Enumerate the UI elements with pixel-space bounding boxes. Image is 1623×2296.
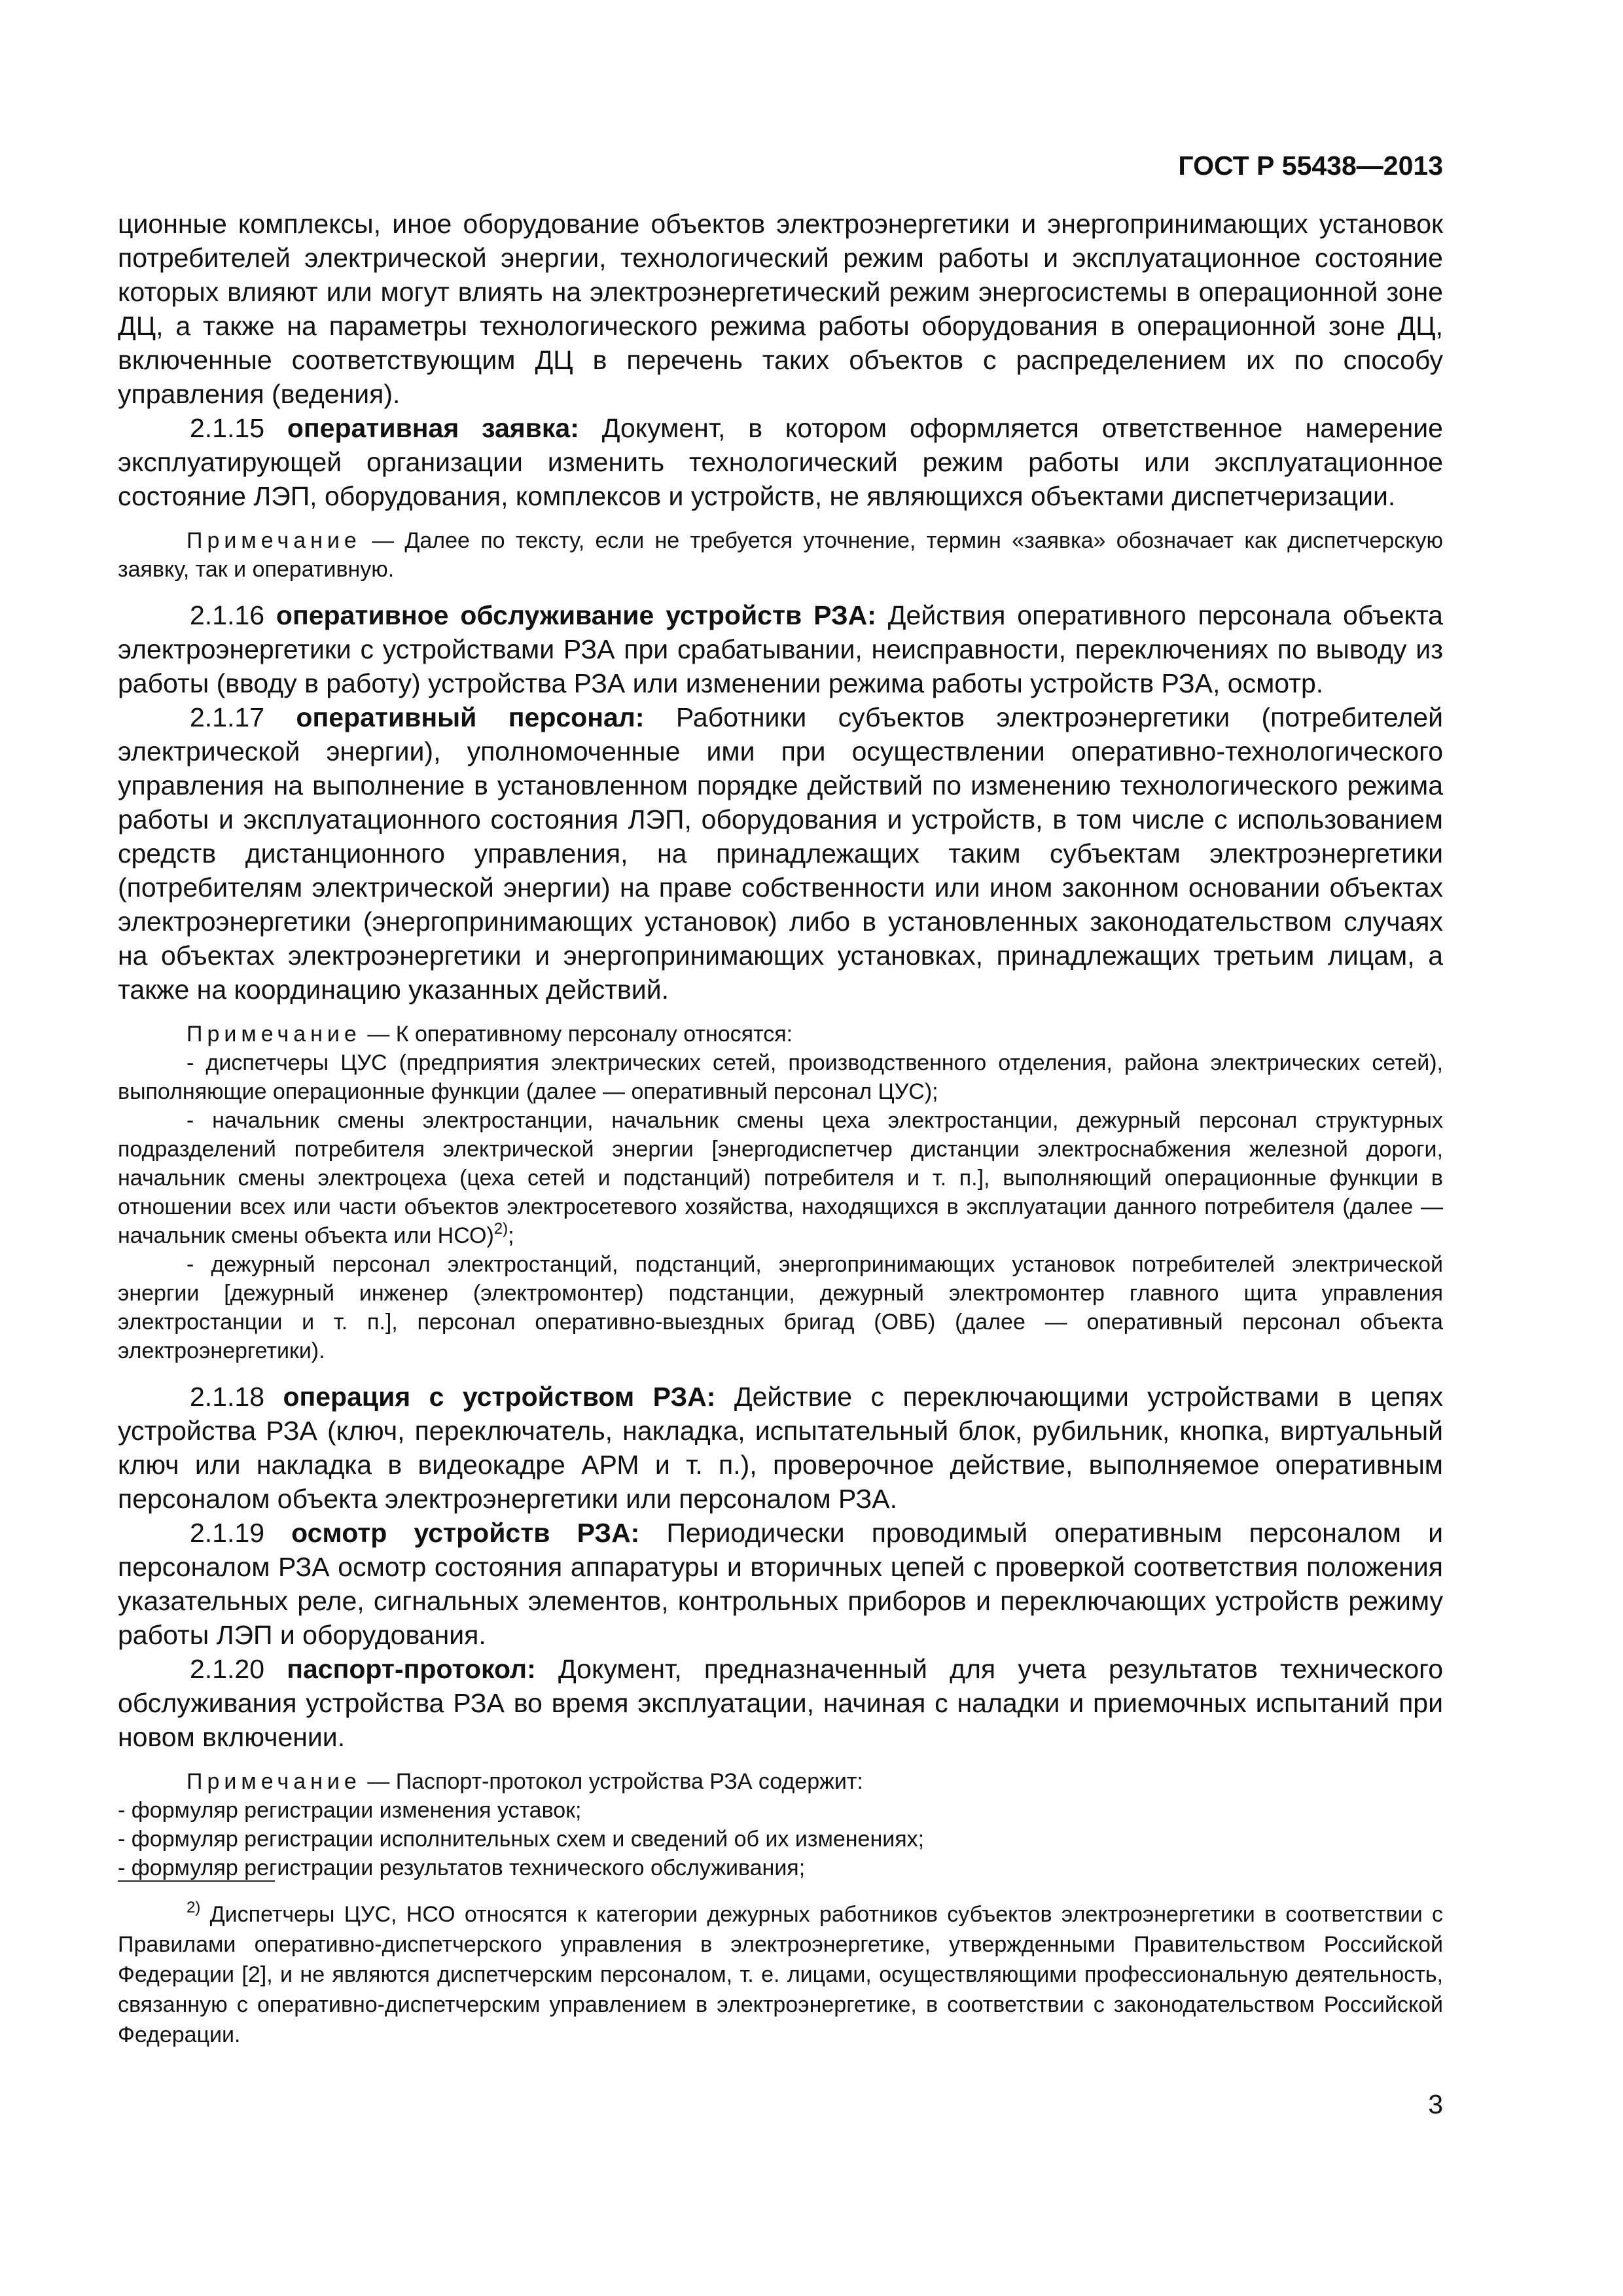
term-name: оперативный персонал:	[296, 702, 645, 732]
note-2-1-20	[118, 1767, 1443, 1882]
term-2-1-15	[118, 411, 1443, 513]
term-2-1-18	[118, 1380, 1443, 1516]
term-number: 2.1.15	[190, 413, 264, 443]
term-number: 2.1.18	[190, 1382, 264, 1412]
note-label: Примечание	[187, 1022, 361, 1047]
term-definition: Документ, предназначенный для учета результатов технического обслуживания устройства РЗА во время эксплуатации, начиная с наладки и приемочных испытаний при новом включении.	[118, 1654, 1443, 1752]
term-2-1-16	[118, 598, 1443, 700]
note-lead: — К оперативному персоналу относятся:	[361, 1022, 793, 1047]
term-number: 2.1.20	[190, 1654, 264, 1684]
note-lead: — Паспорт-протокол устройства РЗА содержит:	[361, 1769, 863, 1794]
term-number: 2.1.19	[190, 1518, 264, 1548]
term-name: оперативное обслуживание устройств РЗА:	[276, 600, 876, 630]
standard-header: ГОСТ Р 55438—2013	[1178, 151, 1443, 181]
footnote-2	[118, 1899, 1443, 2050]
footnotes	[118, 1899, 1443, 2050]
term-definition: Периодически проводимый оперативным персоналом и персоналом РЗА осмотр состояния аппаратуры и вторичных цепей с проверкой соответствия положения указательных реле, сигнальных элементов, контрольных приборов и переключающих устройств режиму работы ЛЭП и оборудования.	[118, 1518, 1443, 1650]
page-number: 3	[1428, 2089, 1443, 2119]
note-2-1-17	[118, 1020, 1443, 1365]
term-definition: Документ, в котором оформляется ответственное намерение эксплуатирующей организации изменить технологический режим работы или эксплуатационное состояние ЛЭП, оборудования, комплексов и устройств, не являющихся объектами диспетчеризации.	[118, 413, 1443, 511]
note-list-item: - начальник смены электростанции, начальник смены цеха электростанции, дежурный персонал структурных подразделений потребителя электрической энергии [энергодиспетчер дистанции электроснабжения железной дороги, начальник смены электроцеха (цеха сетей и подстанций) потребителя и т. п.], выполняющий операционные функции в отношении всех или части объектов электросетевого хозяйства, находящихся в эксплуатации данного потребителя (далее — начальник смены объекта или НСО)$^{2)}$;	[118, 1108, 1443, 1248]
term-name: осмотр устройств РЗА:	[291, 1518, 640, 1548]
note-text: — Далее по тексту, если не требуется уточнение, термин «заявка» обозначает как диспетчерскую заявку, так и оперативную.	[118, 528, 1443, 582]
term-2-1-19	[118, 1516, 1443, 1652]
main-text	[118, 207, 1443, 1897]
footnote-divider	[118, 1880, 275, 1882]
note-list-item: - формуляр регистрации исполнительных схем и сведений об их изменениях;	[118, 1827, 925, 1852]
footnote-mark: 2)	[187, 1899, 201, 1916]
footnote-text: Диспетчеры ЦУС, НСО относятся к категории дежурных работников субъектов электроэнергетики в соответствии с Правилами оперативно-диспетчерского управления в электроэнергетике, утвержденными Правительством Российской Федерации [2], и не являются диспетчерским персоналом, т. е. лицами, осуществляющими профессиональную деятельность, связанную с оперативно-диспетчерским управлением в электроэнергетике, в соответствии с законодательством Российской Федерации.	[118, 1902, 1443, 2047]
term-number: 2.1.16	[190, 600, 264, 630]
footnote-ref: 2)	[493, 1220, 508, 1238]
term-name: оперативная заявка:	[287, 413, 579, 443]
note-list-item: - дежурный персонал электростанций, подстанций, энергопринимающих установок потребителей электрической энергии [дежурный инженер (электромонтер) подстанции, дежурный электромонтер главного щита управления электростанции и т. п.], персонал оперативно-выездных бригад (ОВБ) (далее — оперативный персонал объекта электроэнергетики).	[118, 1252, 1443, 1363]
term-name: операция с устройством РЗА:	[283, 1382, 716, 1412]
note-2-1-15	[118, 526, 1443, 584]
note-list-item: - формуляр регистрации результатов технического обслуживания;	[118, 1856, 806, 1880]
term-2-1-20	[118, 1652, 1443, 1754]
note-list-item: - диспетчеры ЦУС (предприятия электрических сетей, производственного отделения, района электрических сетей), выполняющие операционные функции (далее — оперативный персонал ЦУС);	[118, 1050, 1443, 1104]
note-label: Примечание	[187, 528, 361, 553]
term-name: паспорт-протокол:	[287, 1654, 536, 1684]
term-definition: Действие с переключающими устройствами в цепях устройства РЗА (ключ, переключатель, накладка, испытательный блок, рубильник, кнопка, виртуальный ключ или накладка в видеокадре АРМ и т. п.), проверочное действие, выполняемое оперативным персоналом объекта электроэнергетики или персоналом РЗА.	[118, 1382, 1443, 1514]
term-2-1-17	[118, 700, 1443, 1007]
term-definition: Работники субъектов электроэнергетики (потребителей электрической энергии), уполномоченные ими при осуществлении оперативно-технологического управления на выполнение в установленном порядке действий по изменению технологического режима работы и эксплуатационного состояния ЛЭП, оборудования и устройств, в том числе с использованием средств дистанционного управления, на принадлежащих таким субъектам электроэнергетики (потребителям электрической энергии) на праве собственности или ином законном основании объектах электроэнергетики (энергопринимающих установок) либо в установленных законодательством случаях на объектах электроэнергетики и энергопринимающих установках, принадлежащих третьим лицам, а также на координацию указанных действий.	[118, 702, 1443, 1005]
term-number: 2.1.17	[190, 702, 264, 732]
term-definition: Действия оперативного персонала объекта электроэнергетики с устройствами РЗА при срабатывании, неисправности, переключениях по выводу из работы (вводу в работу) устройства РЗА или изменении режима работы устройств РЗА, осмотр.	[118, 600, 1443, 698]
paragraph-continuation: ционные комплексы, иное оборудование объектов электроэнергетики и энергопринимающих установок потребителей электрической энергии, технологический режим работы и эксплуатационное состояние которых влияют или могут влиять на электроэнергетический режим энергосистемы в операционной зоне ДЦ, а также на параметры технологического режима работы оборудования в операционной зоне ДЦ, включенные соответствующим ДЦ в перечень таких объектов с распределением их по способу управления (ведения).	[118, 209, 1443, 409]
note-list-item: - формуляр регистрации изменения уставок;	[118, 1798, 582, 1823]
note-label: Примечание	[187, 1769, 361, 1794]
